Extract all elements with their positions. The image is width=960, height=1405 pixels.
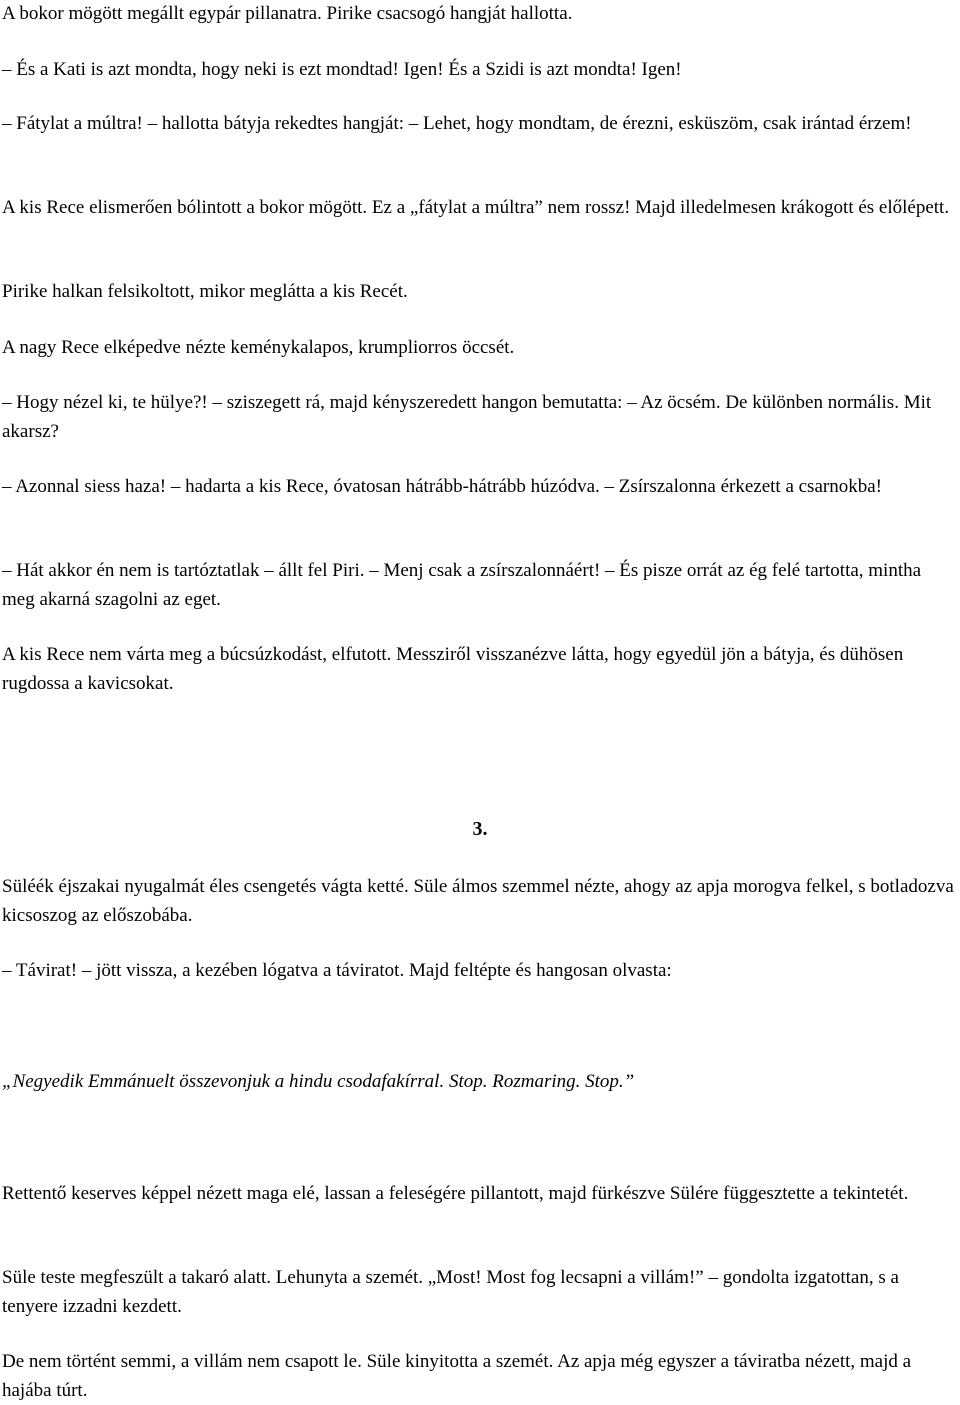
paragraph-9: – Hát akkor én nem is tartóztatlak – állt fel Piri. – Menj csak a zsírszalonnáért! – És pisze orrát az ég felé tartotta, mintha meg akarná szagolni az eget. <box>2 560 922 610</box>
chapter-paragraph-6: De nem történt semmi, a villám nem csapott le. Süle kinyitotta a szemét. Az apja még egyszer a táviratba nézett, majd a hajába túrt. <box>2 1351 912 1401</box>
paragraph-1: A bokor mögött megállt egypár pillanatra. Pirike csacsogó hangját hallotta. <box>2 3 573 24</box>
chapter-paragraph-5: Süle teste megfeszült a takaró alatt. Lehunyta a szemét. „Most! Most fog lecsapni a villám!” – gondolta izgatottan, s a tenyere izzadni kezdett. <box>2 1267 899 1317</box>
paragraph-3: – Fátylat a múltra! – hallotta bátyja rekedtes hangját: – Lehet, hogy mondtam, de érezni, esküszöm, csak irántad érzem! <box>2 113 912 134</box>
chapter-paragraph-4: Rettentő keserves képpel nézett maga elé, lassan a feleségére pillantott, majd fürkészve Sülére függesztette a tekintetét. <box>2 1183 909 1204</box>
paragraph-10: A kis Rece nem várta meg a búcsúzkodást, elfutott. Messziről visszanézve látta, hogy egyedül jön a bátyja, és dühösen rugdossa a kavicsokat. <box>2 644 904 694</box>
chapter-heading: 3. <box>472 818 488 840</box>
chapter-paragraph-1: Süléék éjszakai nyugalmát éles csengetés vágta ketté. Süle álmos szemmel nézte, ahogy az apja morogva felkel, s botladozva kicsoszog az előszobába. <box>2 876 954 926</box>
paragraph-4: A kis Rece elismerően bólintott a bokor mögött. Ez a „fátylat a múltra” nem rossz! Majd illedelmesen krákogott és előlépett. <box>2 197 950 218</box>
paragraph-6: A nagy Rece elképedve nézte keménykalapos, krumpliorros öccsét. <box>2 337 515 358</box>
paragraph-2: – És a Kati is azt mondta, hogy neki is ezt mondtad! Igen! És a Szidi is azt mondta! Igen! <box>2 59 682 80</box>
telegram-quote: „Negyedik Emmánuelt összevonjuk a hindu csodafakírral. Stop. Rozmaring. Stop.” <box>2 1071 635 1092</box>
paragraph-5: Pirike halkan felsikoltott, mikor meglátta a kis Recét. <box>2 281 408 302</box>
chapter-paragraph-2: – Távirat! – jött vissza, a kezében lógatva a táviratot. Majd feltépte és hangosan olvasta: <box>2 960 672 981</box>
paragraph-8: – Azonnal siess haza! – hadarta a kis Rece, óvatosan hátrább-hátrább húzódva. – Zsírszalonna érkezett a csarnokba! <box>2 476 882 497</box>
paragraph-7: – Hogy nézel ki, te hülye?! – sziszegett rá, majd kényszeredett hangon bemutatta: – Az öcsém. De különben normális. Mit akarsz? <box>2 392 932 442</box>
